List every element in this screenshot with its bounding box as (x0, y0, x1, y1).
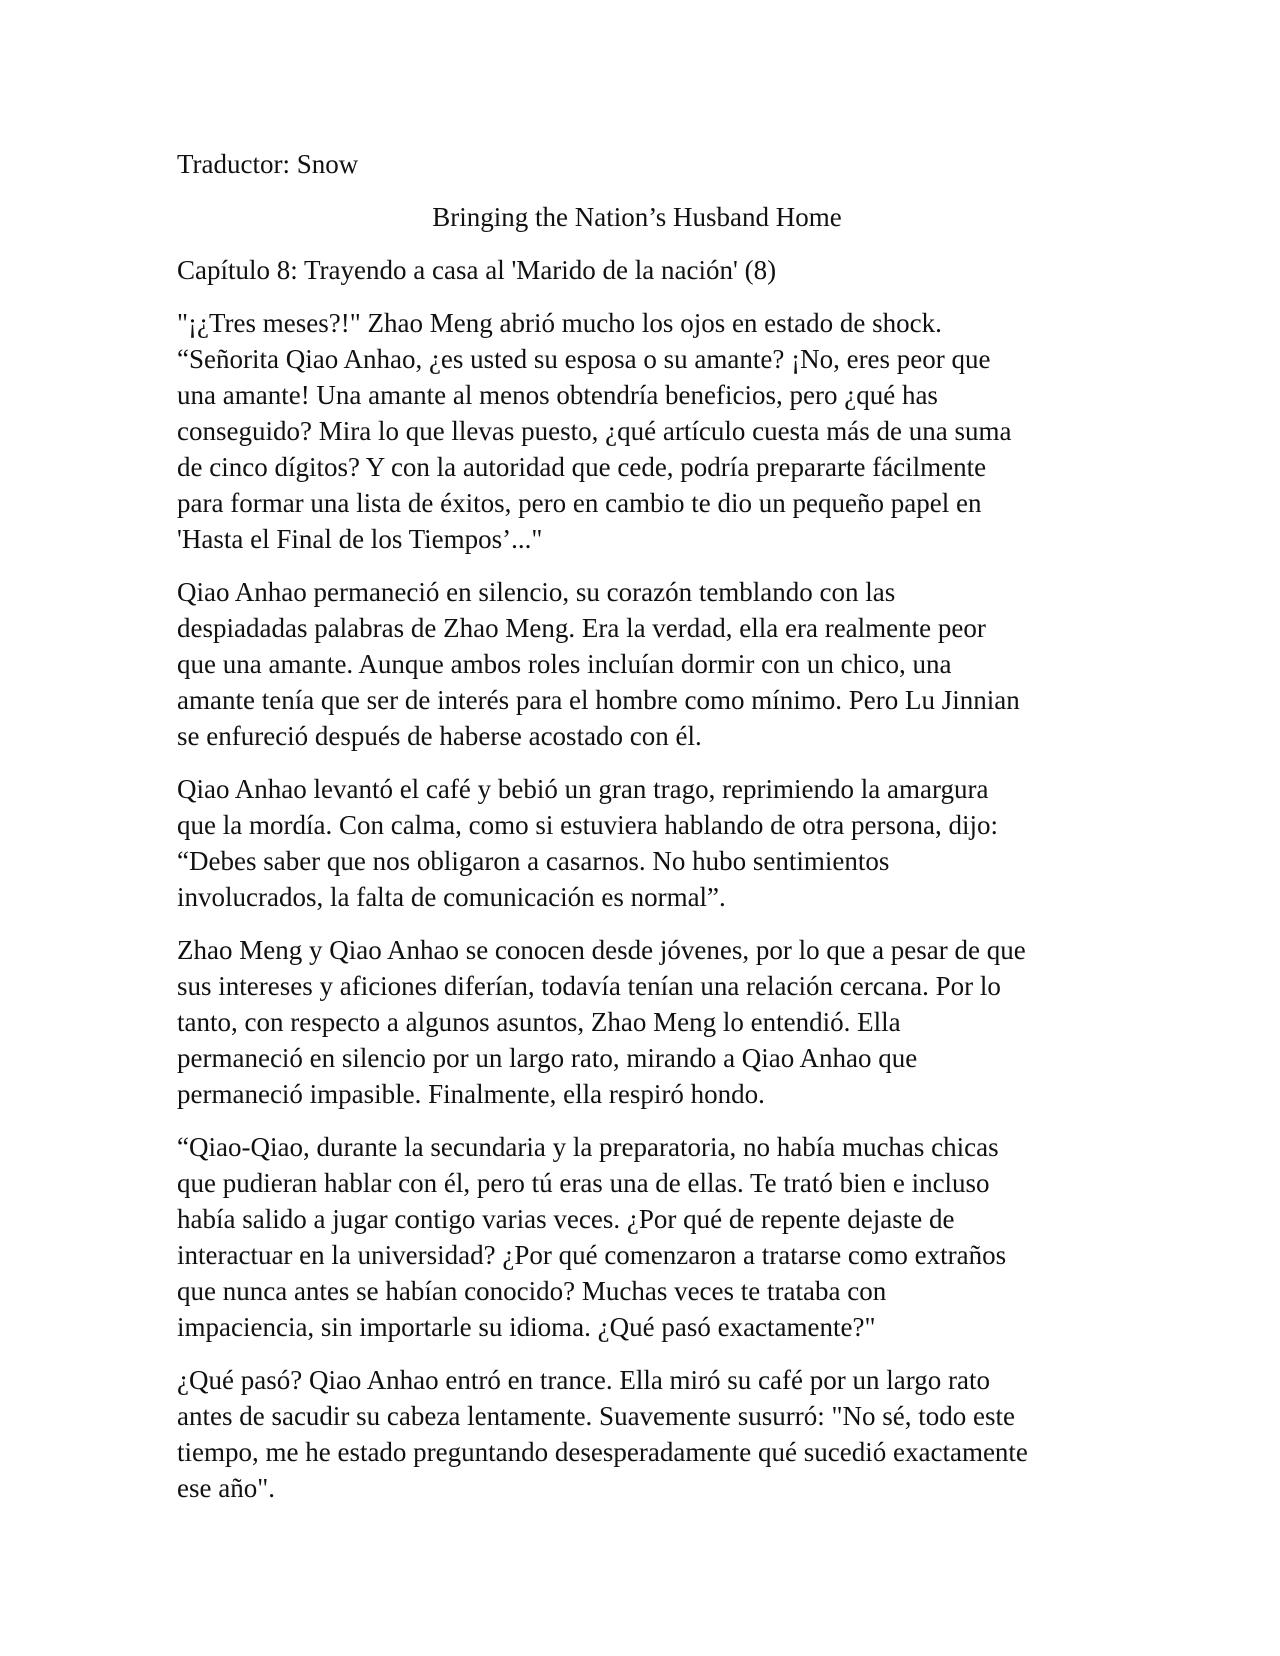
paragraph-line: Qiao Anhao levantó el café y bebió un gran trago, reprimiendo la amargura (177, 774, 989, 804)
paragraph-2 (177, 574, 1097, 754)
paragraph-line: se enfureció después de haberse acostado con él. (177, 721, 702, 751)
translator-credit: Traductor: Snow (177, 149, 359, 179)
paragraph-line: involucrados, la falta de comunicación es normal”. (177, 882, 726, 912)
paragraph-line: tiempo, me he estado preguntando desesperadamente qué sucedió exactamente (177, 1437, 1028, 1467)
paragraph-1 (177, 305, 1097, 557)
paragraph-line: antes de sacudir su cabeza lentamente. Suavemente susurró: "No sé, todo este (177, 1401, 1015, 1431)
paragraph-line: amante tenía que ser de interés para el hombre como mínimo. Pero Lu Jinnian (177, 685, 1020, 715)
paragraph-line: "¡¿Tres meses?!" Zhao Meng abrió mucho los ojos en estado de shock. (177, 308, 942, 338)
paragraph-line: que nunca antes se habían conocido? Muchas veces te trataba con (177, 1276, 887, 1306)
paragraph-line: ¿Qué pasó? Qiao Anhao entró en trance. Ella miró su café por un largo rato (177, 1365, 990, 1395)
paragraph-line: que una amante. Aunque ambos roles incluían dormir con un chico, una (177, 649, 952, 679)
paragraph-4 (177, 932, 1097, 1112)
paragraph-line: que pudieran hablar con él, pero tú eras una de ellas. Te trató bien e incluso (177, 1168, 990, 1198)
paragraph-line: impaciencia, sin importarle su idioma. ¿Qué pasó exactamente?" (177, 1312, 876, 1342)
paragraph-line: permaneció impasible. Finalmente, ella respiró hondo. (177, 1079, 765, 1109)
paragraph-line: Zhao Meng y Qiao Anhao se conocen desde jóvenes, por lo que a pesar de que (177, 935, 1026, 965)
paragraph-line: sus intereses y aficiones diferían, todavía tenían una relación cercana. Por lo (177, 971, 1001, 1001)
paragraph-6 (177, 1362, 1097, 1506)
paragraph-line: conseguido? Mira lo que llevas puesto, ¿qué artículo cuesta más de una suma (177, 416, 1012, 446)
paragraph-line: “Señorita Qiao Anhao, ¿es usted su esposa o su amante? ¡No, eres peor que (177, 344, 991, 374)
paragraph-line: ese año". (177, 1473, 275, 1503)
paragraph-line: para formar una lista de éxitos, pero en cambio te dio un pequeño papel en (177, 488, 982, 518)
paragraph-line: tanto, con respecto a algunos asuntos, Zhao Meng lo entendió. Ella (177, 1007, 901, 1037)
paragraph-line: “Debes saber que nos obligaron a casarnos. No hubo sentimientos (177, 846, 890, 876)
paragraph-line: despiadadas palabras de Zhao Meng. Era la verdad, ella era realmente peor (177, 613, 986, 643)
paragraph-line: Qiao Anhao permaneció en silencio, su corazón temblando con las (177, 577, 896, 607)
paragraph-line: que la mordía. Con calma, como si estuviera hablando de otra persona, dijo: (177, 810, 999, 840)
paragraph-3 (177, 771, 1097, 915)
book-title: Bringing the Nation’s Husband Home (432, 202, 842, 232)
document-body (177, 146, 1097, 1523)
paragraph-line: permaneció en silencio por un largo rato, mirando a Qiao Anhao que (177, 1043, 918, 1073)
paragraph-line: había salido a jugar contigo varias veces. ¿Por qué de repente dejaste de (177, 1204, 955, 1234)
paragraph-5 (177, 1129, 1097, 1345)
chapter-heading: Capítulo 8: Trayendo a casa al 'Marido de la nación' (8) (177, 255, 777, 285)
paragraph-line: una amante! Una amante al menos obtendría beneficios, pero ¿qué has (177, 380, 938, 410)
paragraph-line: interactuar en la universidad? ¿Por qué comenzaron a tratarse como extraños (177, 1240, 1007, 1270)
paragraph-line: “Qiao-Qiao, durante la secundaria y la preparatoria, no había muchas chicas (177, 1132, 999, 1162)
paragraph-line: 'Hasta el Final de los Tiempos’..." (177, 524, 543, 554)
paragraph-line: de cinco dígitos? Y con la autoridad que cede, podría prepararte fácilmente (177, 452, 987, 482)
